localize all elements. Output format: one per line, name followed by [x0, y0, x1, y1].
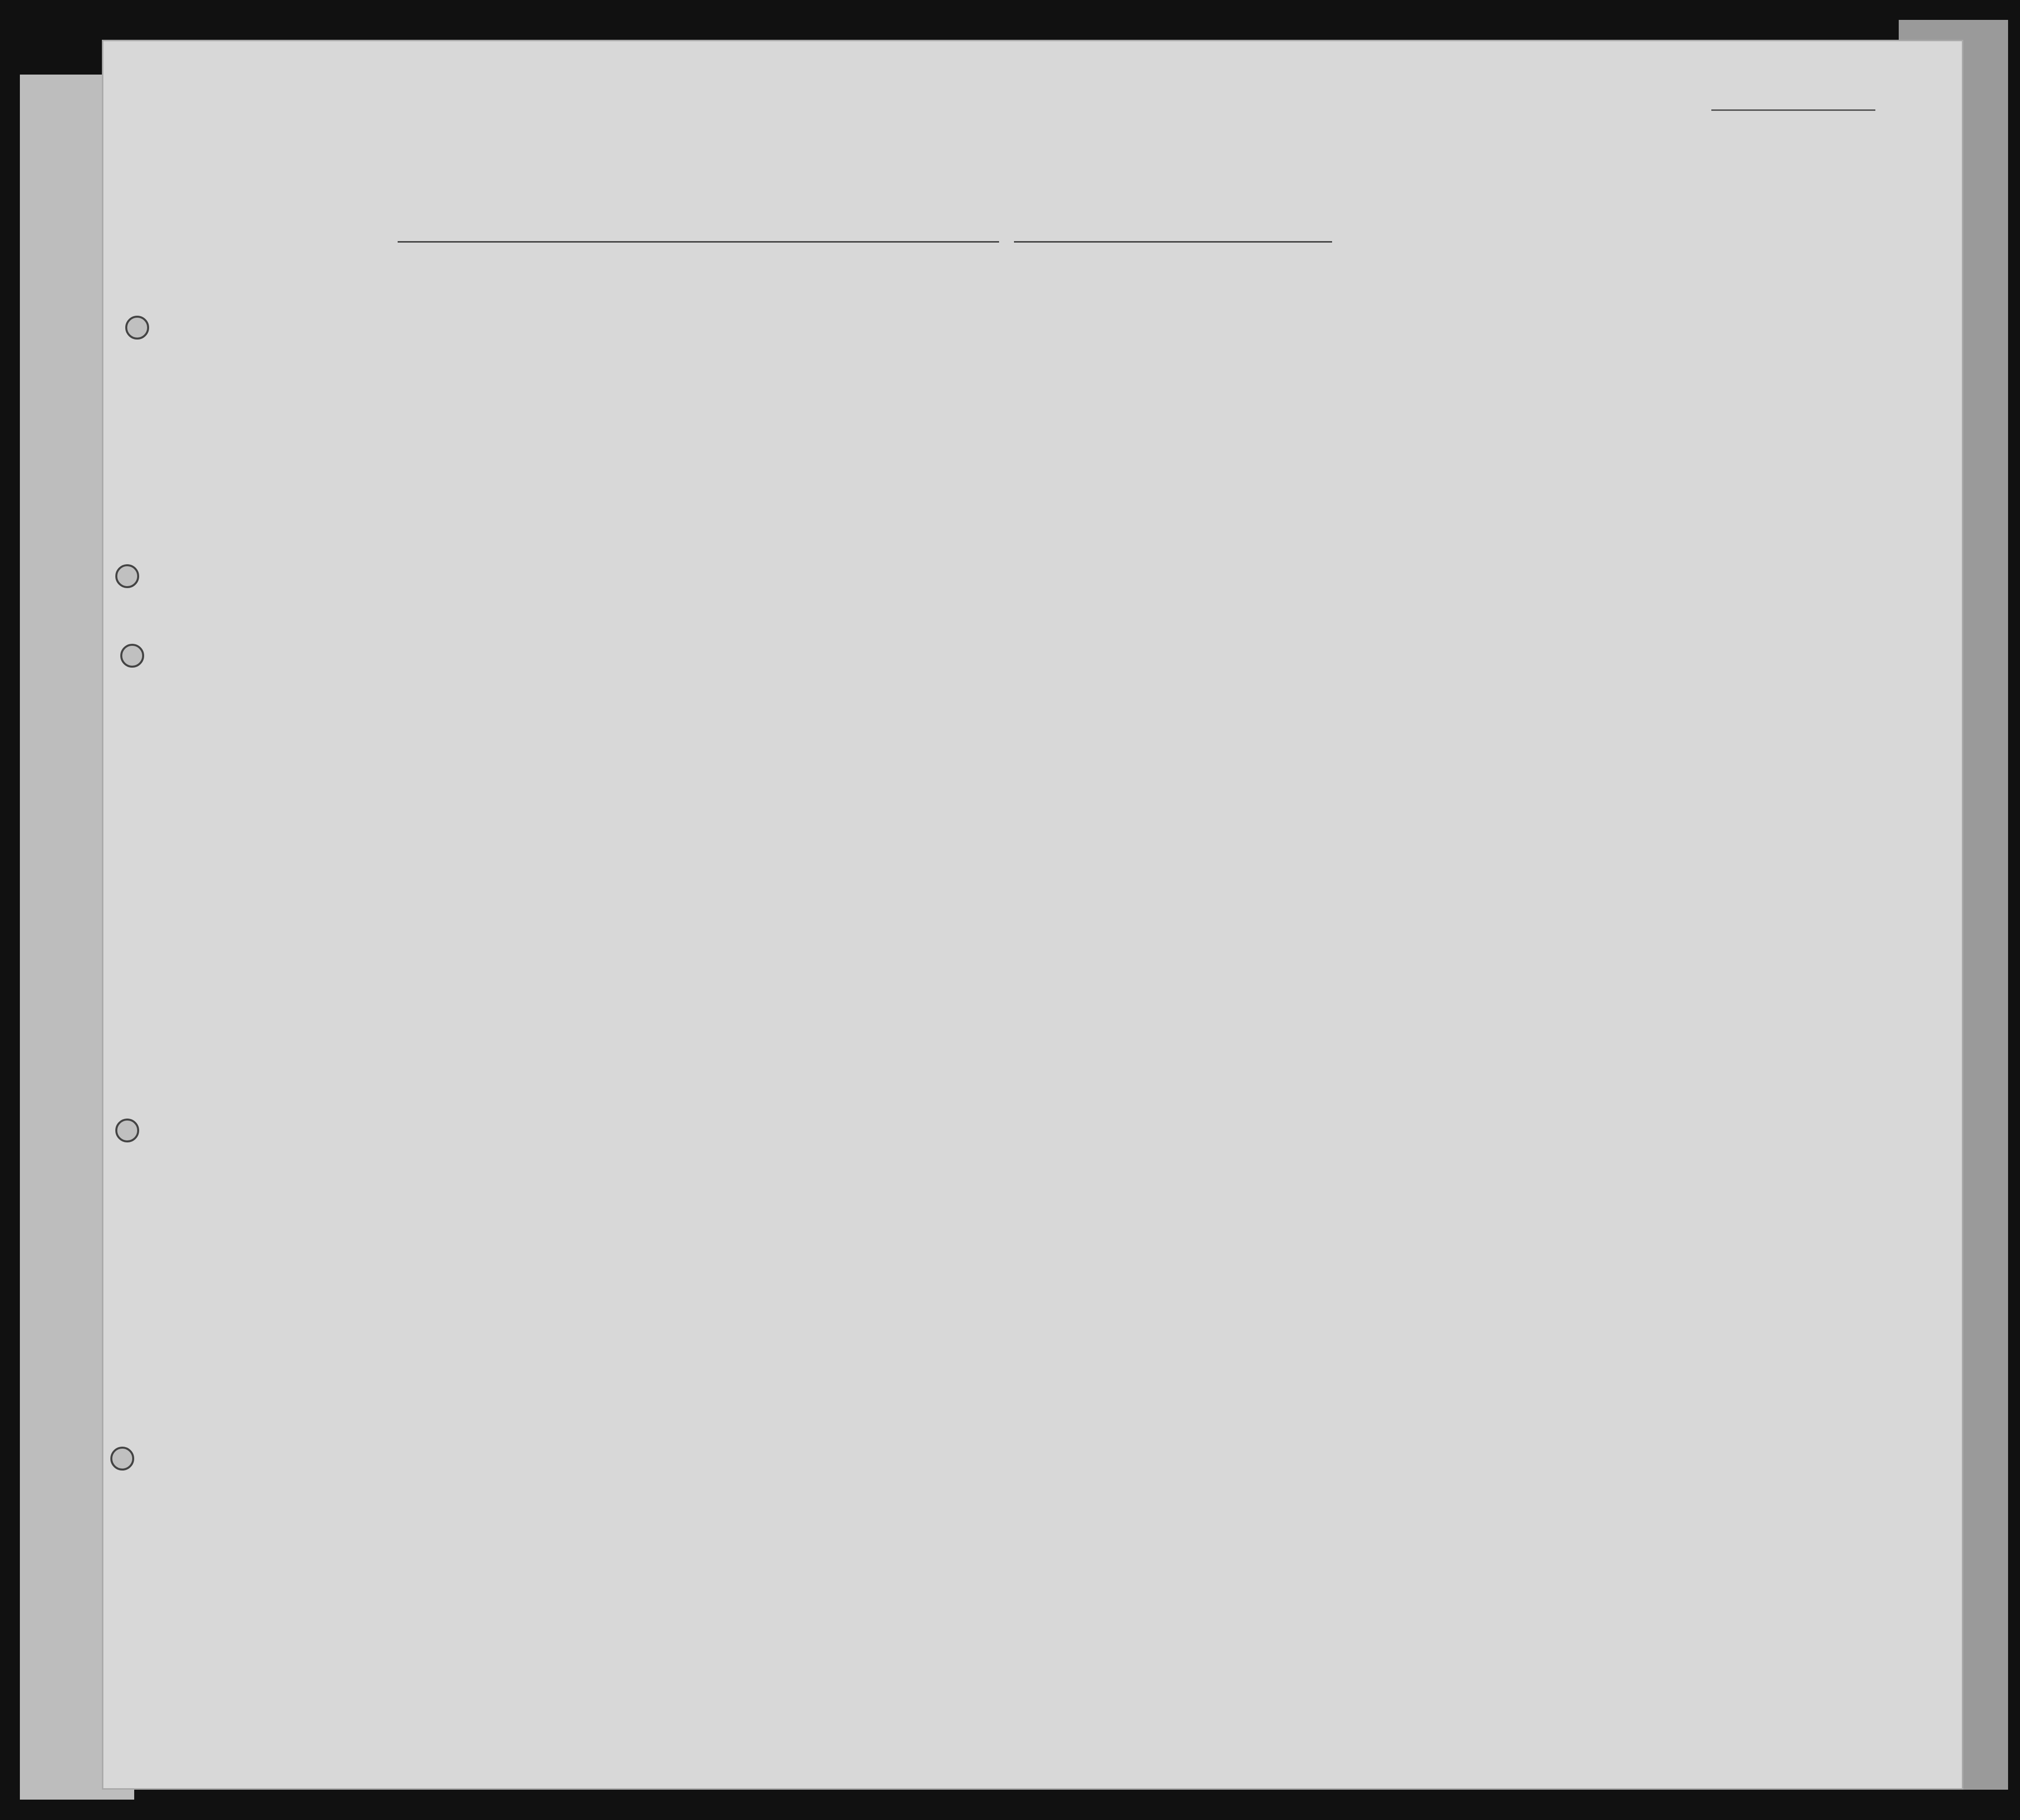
header-purpose-citizen — [1307, 311, 1332, 455]
header-prison — [1367, 311, 1397, 455]
header-q30 — [1561, 311, 1591, 455]
manifest-sheet — [102, 40, 1963, 1790]
header-q28 — [1454, 311, 1494, 455]
header-purpose-length — [1245, 311, 1270, 455]
punch-hole — [125, 316, 149, 340]
header-q29 — [1509, 311, 1543, 455]
header-purpose-return — [1178, 311, 1208, 455]
punch-hole — [115, 564, 139, 588]
manifest-grid — [102, 40, 1963, 1790]
punch-hole — [120, 644, 144, 668]
punch-hole — [115, 1119, 139, 1142]
punch-hole — [110, 1447, 134, 1471]
